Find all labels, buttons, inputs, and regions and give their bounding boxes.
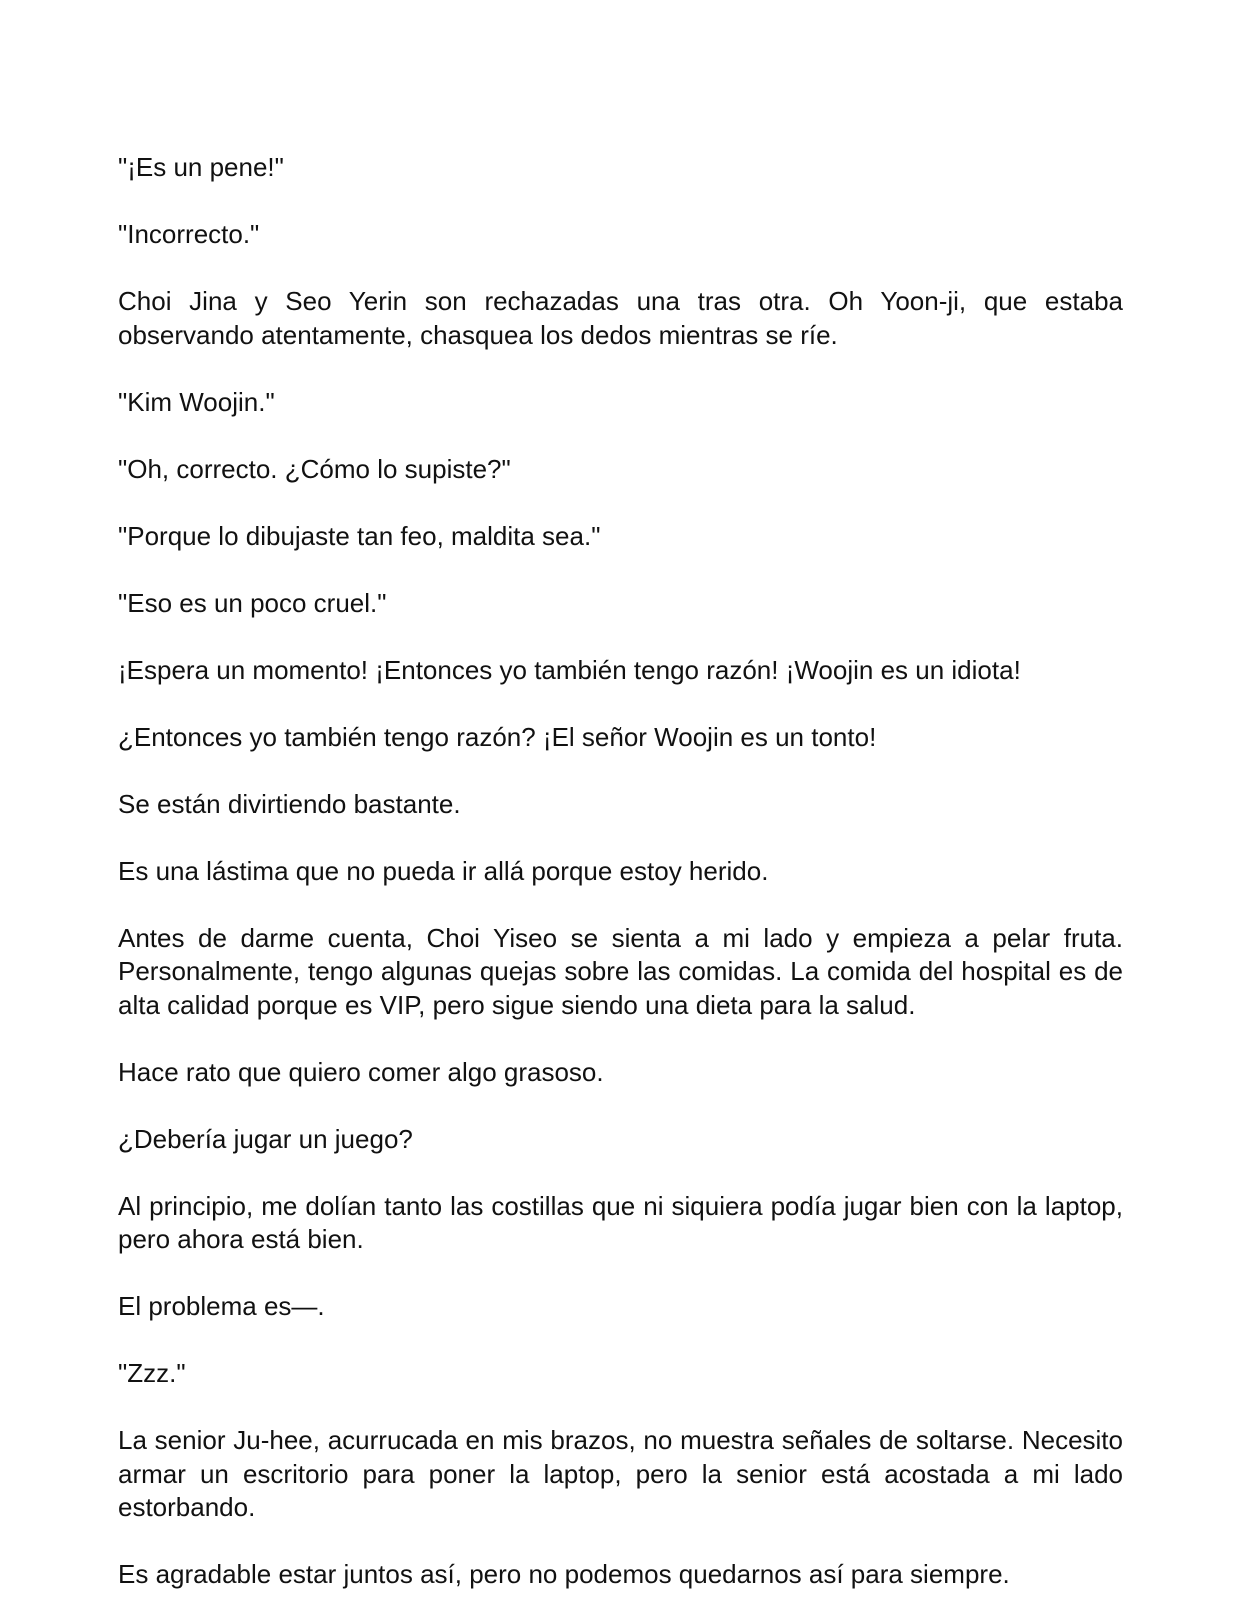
paragraph: "Oh, correcto. ¿Cómo lo supiste?" [118,453,511,484]
paragraph: "¡Es un pene!" [118,152,284,182]
paragraph: "Eso es un poco cruel." [118,587,387,618]
paragraph: Antes de darme cuenta, Choi Yiseo se sienta a mi lado y empieza a pelar fruta. Personalmente, tengo algunas quejas sobre las comidas. La comida del hospital es de alta calidad porque es VIP, pero sigue siendo una dieta para la salud. [118,922,1123,1020]
paragraph: Al principio, me dolían tanto las costillas que ni siquiera podía jugar bien con la laptop, pero ahora está bien. [118,1190,1123,1254]
paragraph: "Incorrecto." [118,219,260,249]
paragraph: "Porque lo dibujaste tan feo, maldita sea." [118,520,601,551]
paragraph: Hace rato que quiero comer algo grasoso. [118,1056,604,1087]
paragraph: Choi Jina y Seo Yerin son rechazadas una tras otra. Oh Yoon-ji, que estaba observando atentamente, chasquea los dedos mientras se ríe. [118,286,1123,350]
paragraph: El problema es—. [118,1291,325,1321]
paragraph: Es agradable estar juntos así, pero no podemos quedarnos así para siempre. [118,1559,1010,1589]
paragraph: Se están divirtiendo bastante. [118,788,461,819]
paragraph: La senior Ju-hee, acurrucada en mis brazos, no muestra señales de soltarse. Necesito armar un escritorio para poner la laptop, pero la senior está acostada a mi lado estorbando. [118,1425,1123,1522]
paragraph: ¿Debería jugar un juego? [118,1123,413,1154]
document-body [118,151,1123,1620]
paragraph: ¡Espera un momento! ¡Entonces yo también tengo razón! ¡Woojin es un idiota! [118,654,1021,685]
paragraph: ¿Entonces yo también tengo razón? ¡El señor Woojin es un tonto! [118,721,877,752]
paragraph: "Zzz." [118,1358,186,1388]
paragraph: Es una lástima que no pueda ir allá porque estoy herido. [118,855,769,886]
paragraph: "Kim Woojin." [118,386,275,417]
